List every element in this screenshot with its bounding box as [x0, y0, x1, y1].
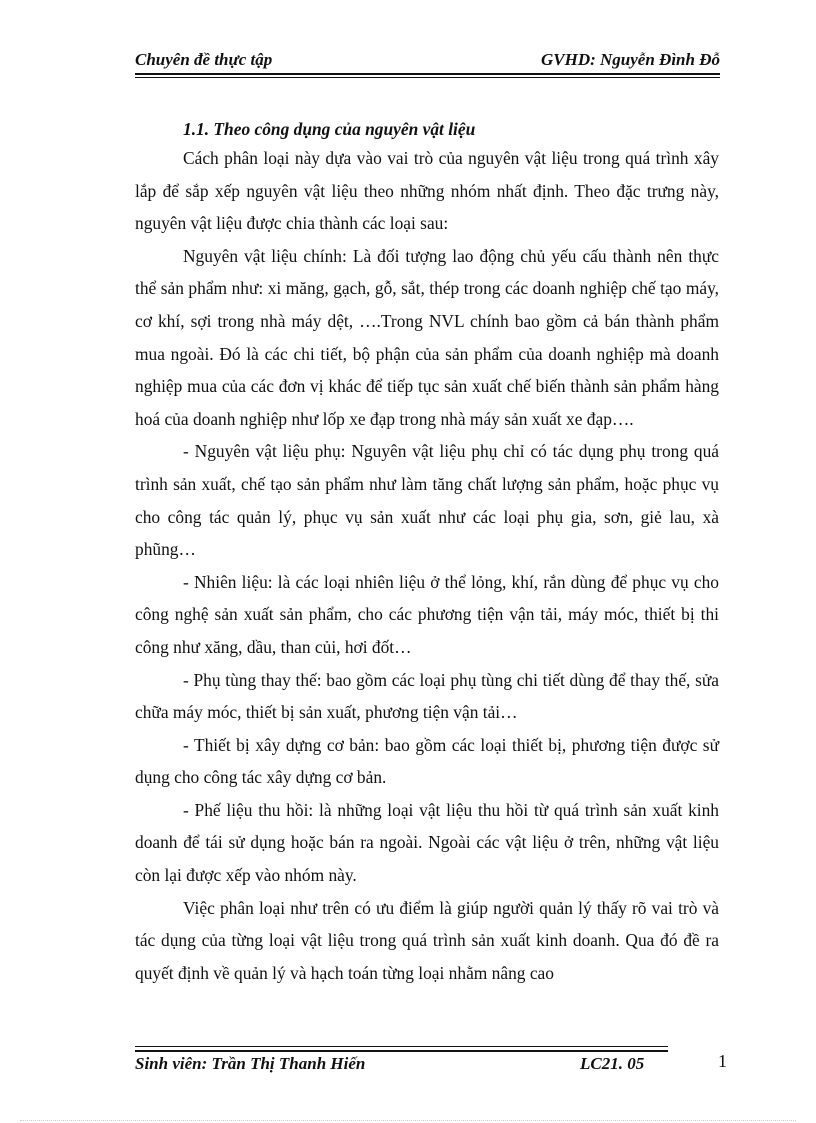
header-supervisor: GVHD: Nguyễn Đình Đỗ — [541, 50, 720, 69]
page-number: 1 — [718, 1051, 727, 1071]
header-rule-thin — [135, 77, 720, 78]
footer-rule — [135, 1050, 668, 1052]
document-body — [135, 116, 719, 989]
paragraph-conclusion: Việc phân loại như trên có ưu điểm là giúp người quản lý thấy rõ vai trò và tác dụng của từng loại vật liệu trong quá trình sản xuất kinh doanh. Qua đó đề ra quyết định về quản lý và hạch toán từng loại nhằm nâng cao — [135, 897, 719, 983]
paragraph-scrap: - Phế liệu thu hồi: là những loại vật liệu thu hồi từ quá trình sản xuất kinh doanh để tái sử dụng hoặc bán ra ngoài. Ngoài các vật liệu ở trên, những vật liệu còn lại được xếp vào nhóm này. — [135, 799, 719, 886]
header-title: Chuyên đề thực tập — [135, 50, 273, 69]
section-heading: 1.1. Theo công dụng của nguyên vật liệu — [183, 119, 476, 139]
paragraph-main-materials: Nguyên vật liệu chính: Là đối tượng lao động chủ yếu cấu thành nên thực thể sản phẩm như: xi măng, gạch, gỗ, sắt, thép trong các doanh nghiệp chế tạo máy, cơ khí, sợi trong nhà máy dệt, ….Trong NVL chính bao gồm cả bán thành phẩm mua ngoài. Đó là các chi tiết, bộ phận của sản phẩm của doanh nghiệp mà doanh nghiệp mua của các đơn vị khác để tiếp tục sản xuất chế biến thành sản phẩm hàng hoá của doanh nghiệp như lốp xe đạp trong nhà máy sản xuất xe đạp…. — [135, 245, 719, 429]
paragraph-fuel: - Nhiên liệu: là các loại nhiên liệu ở thể lỏng, khí, rắn dùng để phục vụ cho công nghệ sản xuất sản phẩm, cho các phương tiện vận tải, máy móc, thiết bị thi công như xăng, dầu, than củi, hơi đốt… — [135, 571, 719, 657]
page-header — [135, 50, 720, 74]
header-rule — [135, 73, 720, 75]
paragraph-intro: Cách phân loại này dựa vào vai trò của nguyên vật liệu trong quá trình xây lắp để sắp xếp nguyên vật liệu theo những nhóm nhất định. Theo đặc trưng này, nguyên vật liệu được chia thành các loại sau: — [135, 148, 719, 234]
page-edge-dotted-line — [20, 1120, 796, 1121]
page-footer — [135, 1054, 668, 1078]
footer-student: Sinh viên: Trần Thị Thanh Hiến — [135, 1054, 366, 1073]
paragraph-spare-parts: - Phụ tùng thay thế: bao gồm các loại phụ tùng chi tiết dùng để thay thế, sửa chữa máy móc, thiết bị sản xuất, phương tiện vận tải… — [135, 669, 719, 723]
paragraph-auxiliary-materials: - Nguyên vật liệu phụ: Nguyên vật liệu phụ chỉ có tác dụng phụ trong quá trình sản xuất, chế tạo sản phẩm như làm tăng chất lượng sản phẩm, hoặc phục vụ cho công tác quản lý, phục vụ sản xuất như các loại phụ gia, sơn, giẻ lau, xà phũng… — [135, 441, 719, 560]
paragraph-construction-equipment: - Thiết bị xây dựng cơ bản: bao gồm các loại thiết bị, phương tiện được sử dụng cho công tác xây dựng cơ bản. — [135, 734, 719, 788]
footer-rule-thin — [135, 1046, 668, 1047]
footer-class: LC21. 05 — [580, 1054, 645, 1073]
